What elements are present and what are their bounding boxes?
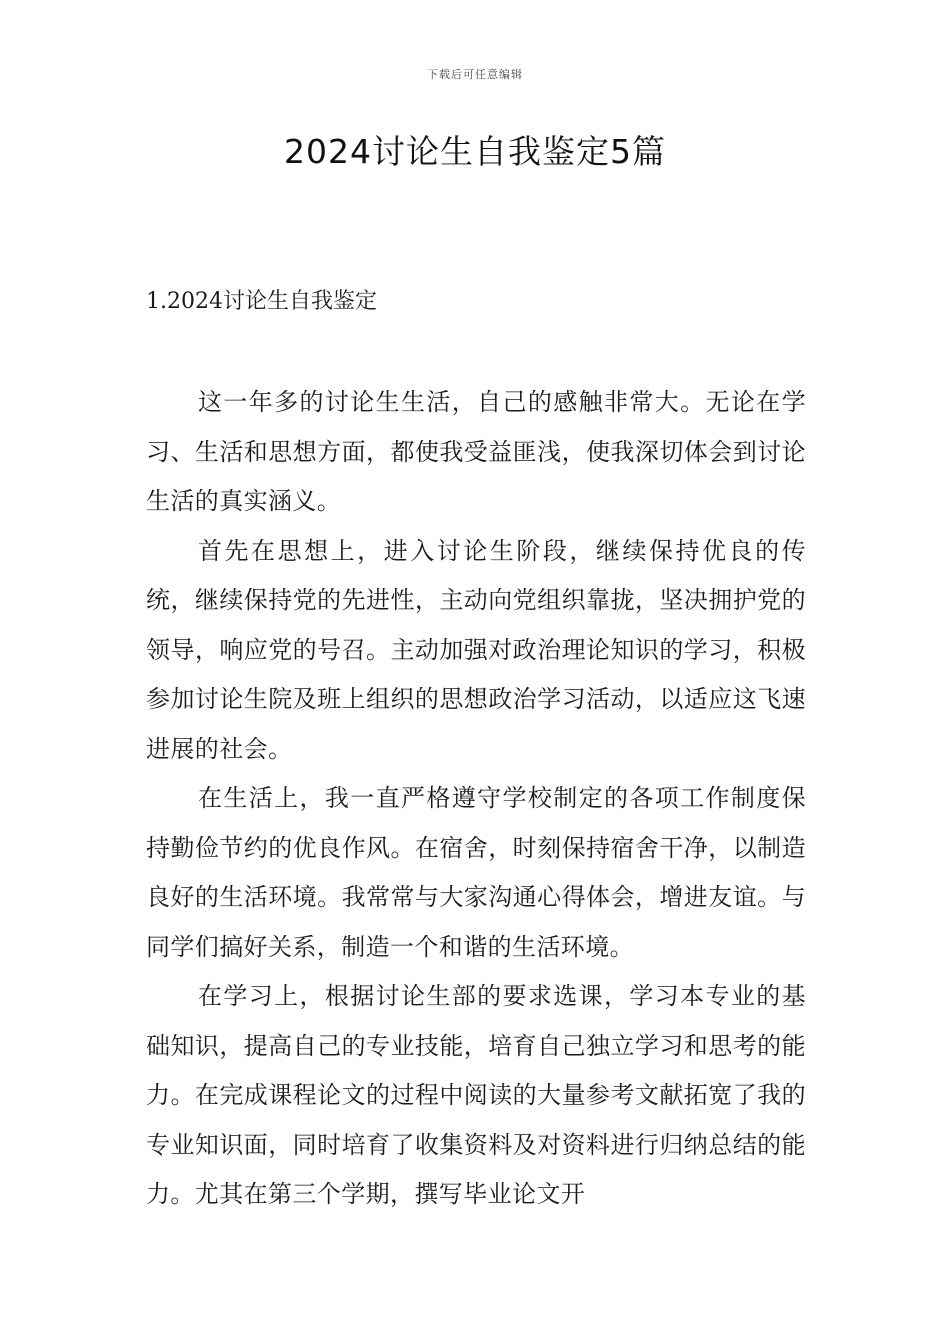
paragraph-2: 首先在思想上，进入讨论生阶段，继续保持优良的传统，继续保持党的先进性，主动向党组织靠拢，坚决拥护党的领导，响应党的号召。主动加强对政治理论知识的学习，积极参加讨论生院及班上组织的思想政治学习活动，以适应这飞速进展的社会。 (146, 536, 806, 763)
paragraph-1: 这一年多的讨论生生活，自己的感触非常大。无论在学习、生活和思想方面，都使我受益匪浅，使我深切体会到讨论生活的真实涵义。 (146, 388, 806, 515)
paragraph-3: 在生活上，我一直严格遵守学校制定的各项工作制度保持勤俭节约的优良作风。在宿舍，时刻保持宿舍干净，以制造良好的生活环境。我常常与大家沟通心得体会，增进友谊。与同学们搞好关系，制造一个和谐的生活环境。 (146, 784, 806, 961)
section-heading: 1.2024讨论生自我鉴定 (146, 289, 377, 314)
document-body (146, 378, 806, 1220)
document-title: 2024讨论生自我鉴定5篇 (284, 132, 666, 171)
paragraph-4: 在学习上，根据讨论生部的要求选课，学习本专业的基础知识，提高自己的专业技能，培育自己独立学习和思考的能力。在完成课程论文的过程中阅读的大量参考文献拓宽了我的专业知识面，同时培育了收集资料及对资料进行归纳总结的能力。尤其在第三个学期，撰写毕业论文开 (146, 982, 806, 1208)
header-note: 下载后可任意编辑 (427, 68, 523, 81)
